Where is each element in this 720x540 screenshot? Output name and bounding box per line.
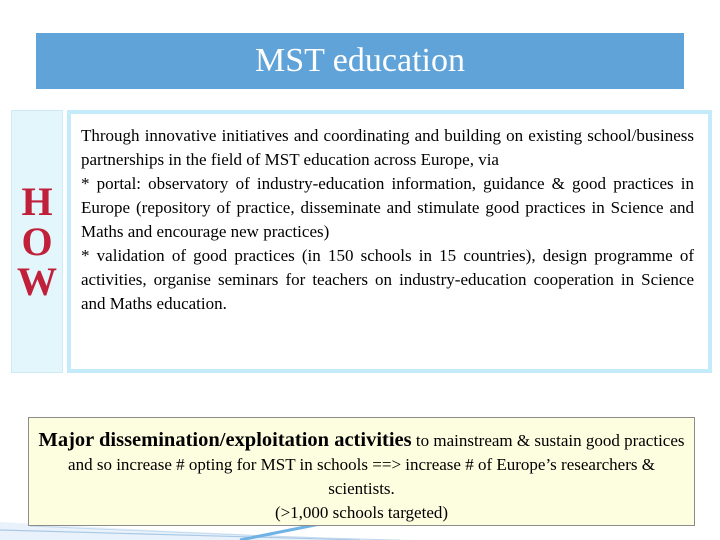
dissemination-body: to mainstream & sustain good practices and so increase # opting for MST in schools ==> increase # of Europe’s researchers & scientists. xyxy=(68,431,685,498)
how-letter-h: H xyxy=(21,178,53,224)
how-letter-w: W xyxy=(17,258,57,304)
slide-title-text: MST education xyxy=(255,42,465,79)
dissemination-text xyxy=(35,428,688,501)
dissemination-heading: Major dissemination/exploitation activities xyxy=(38,429,412,451)
dissemination-note: (>1,000 schools targeted) xyxy=(274,503,449,522)
how-letter-o: O xyxy=(21,218,53,264)
how-content-text: Through innovative initiatives and coordinating and building on existing school/business partnerships in the field of MST education across Europe, via * portal: observatory of industry-education information, guidance & good practices in Europe (repository of practice, disseminate and stimulate good practices in Science and Maths and encourage new practices) * validation of good practices (in 150 schools in 15 countries), design programme of activities, organise seminars for teachers on industry-education cooperation in Science and Maths education. xyxy=(81,126,694,313)
slide-title xyxy=(36,33,684,89)
how-content-box xyxy=(67,110,712,373)
how-label-box xyxy=(11,110,63,373)
dissemination-box xyxy=(28,417,695,526)
